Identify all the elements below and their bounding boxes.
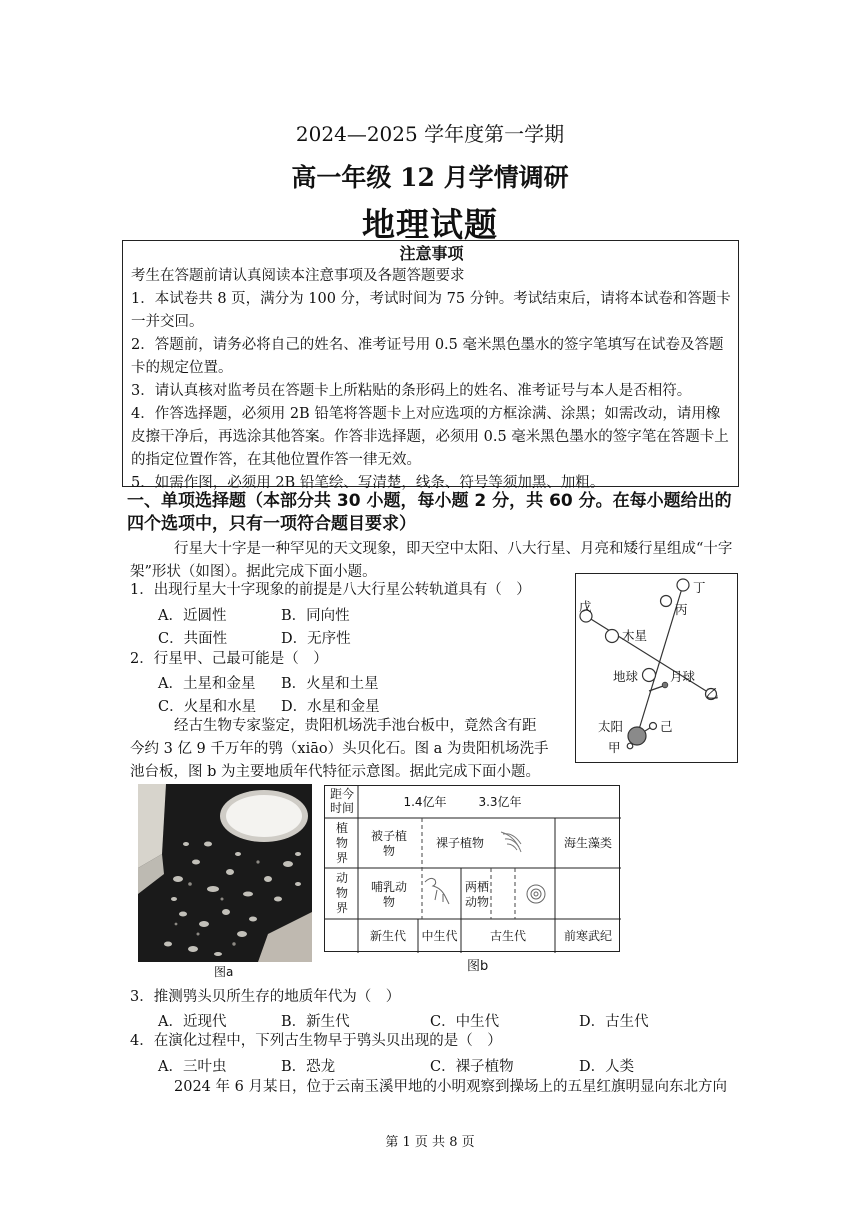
planetary-cross-svg: [576, 574, 739, 764]
subject-title: 地理试题: [362, 205, 498, 244]
q4-option-b[interactable]: B．恐龙: [281, 1059, 336, 1075]
fern-icon: [501, 832, 521, 852]
planetary-cross-diagram: [575, 573, 738, 763]
label-jupiter: 木星: [622, 628, 648, 643]
question-4: 4．在演化过程中，下列古生物早于鸮头贝出现的是（ ）: [130, 1033, 502, 1049]
figure-b-caption: 图b: [467, 959, 489, 974]
label-bing: 丙: [675, 602, 688, 617]
ammonite-shell-icon: [527, 885, 545, 903]
exam-name: 高一年级 12 月学情调研: [291, 163, 569, 192]
notice-line: 考生在答题前请认真阅读本注意事项及各题答题要求: [131, 268, 465, 284]
time-header-2: 时间: [329, 801, 354, 815]
planet-earth: [643, 669, 656, 682]
label-wu: 戊: [579, 599, 592, 614]
notice-line: 4．作答选择题，必须用 2B 铅笔将答题卡上对应选项的方框涂满、涂黑；如需改动，请用橡皮擦干净后，再选涂其他答案。作答非选择题，必须用 0.5 毫米黑色墨水的签字笔在答题卡上的指定位置作答，在其他位置作答一律无效。: [131, 406, 729, 468]
q2-option-b[interactable]: B．火星和土星: [281, 676, 379, 692]
question-1: 1．出现行星大十字现象的前提是八大行星公转轨道具有（ ）: [130, 582, 531, 598]
angiosperm-label: 被子植物: [371, 829, 408, 858]
notice-line: 1．本试卷共 8 页，满分为 100 分，考试时间为 75 分钟。考试结束后，请将本试卷和答题卡一并交回。: [131, 291, 731, 330]
planet-ding: [677, 579, 689, 591]
era-precambrian: 前寒武纪: [563, 929, 612, 943]
figure-a-caption: 图a: [214, 965, 234, 979]
label-earth: 地球: [613, 669, 639, 684]
gymnosperm-label: 裸子植物: [435, 836, 484, 850]
moon-dot: [662, 682, 668, 688]
sink-counter-photo: [138, 784, 312, 962]
animal-label-1: 动: [335, 871, 348, 885]
geologic-era-table: [324, 785, 620, 952]
q3-option-c[interactable]: C．中生代: [430, 1014, 500, 1030]
passage-2: 经古生物专家鉴定，贵阳机场洗手池台板中，竟然含有距今约 3 亿 9 千万年的鸮（xiāo）头贝化石。图 a 为贵阳机场洗手池台板，图 b 为主要地质年代特征示意图。据此完成下面小题。: [130, 718, 549, 780]
era-paleozoic: 古生代: [489, 929, 526, 943]
label-ding: 丁: [693, 580, 706, 595]
time-3-3: 3.3亿年: [478, 795, 522, 809]
question-3: 3．推测鸮头贝所生存的地质年代为（ ）: [130, 989, 401, 1005]
q1-option-b[interactable]: B．同向性: [281, 608, 350, 624]
plant-label-3: 界: [335, 851, 348, 865]
section-heading: 一、单项选择题（本部分共 30 小题，每小题 2 分，共 60 分。在每小题给出的四个选项中，只有一项符合题目要求）: [127, 491, 732, 534]
era-cenozoic: 新生代: [369, 929, 406, 943]
geologic-era-table-grid: [325, 786, 621, 953]
amphibian-label: 两栖动物: [464, 880, 489, 909]
label-jia: 甲: [608, 740, 621, 755]
q4-option-a[interactable]: A．三叶虫: [158, 1059, 227, 1075]
q1-option-c[interactable]: C．共面性: [158, 631, 228, 647]
plant-label-2: 物: [335, 836, 348, 850]
sun-dot: [628, 727, 646, 745]
q1-option-a[interactable]: A．近圆性: [158, 608, 227, 624]
q4-option-d[interactable]: D．人类: [579, 1059, 635, 1075]
exam-year: 2024—2025 学年度第一学期: [295, 122, 565, 146]
label-yi: 乙: [706, 686, 719, 701]
question-2: 2．行星甲、己最可能是（ ）: [130, 651, 328, 667]
notice-line: 3．请认真核对监考员在答题卡上所粘贴的条形码上的姓名、准考证号与本人是否相符。: [131, 383, 692, 399]
q2-option-a[interactable]: A．土星和金星: [158, 676, 256, 692]
q3-option-a[interactable]: A．近现代: [158, 1014, 227, 1030]
q2-option-c[interactable]: C．火星和水星: [158, 699, 257, 715]
planet-ji: [650, 723, 657, 730]
label-sun: 太阳: [598, 719, 624, 734]
notice-title: 注意事项: [399, 244, 464, 263]
plant-label-1: 植: [335, 821, 348, 835]
notice-line: 2．答题前，请务必将自己的姓名、准考证号用 0.5 毫米黑色墨水的签字笔填写在试卷及答题卡的规定位置。: [131, 337, 724, 376]
animal-label-2: 物: [335, 886, 348, 900]
passage-1: 行星大十字是一种罕见的天文现象，即天空中太阳、八大行星、月亮和矮行星组成“十字架”形状（如图）。据此完成下面小题。: [130, 541, 733, 580]
q3-option-b[interactable]: B．新生代: [281, 1014, 350, 1030]
planet-bing: [661, 596, 672, 607]
animal-label-3: 界: [335, 901, 348, 915]
time-header-1: 距今: [329, 787, 354, 801]
page-footer: 第 1 页 共 8 页: [385, 1135, 475, 1150]
era-mesozoic: 中生代: [421, 929, 458, 943]
mammal-label: 哺乳动物: [371, 880, 408, 909]
dinosaur-icon: [425, 878, 449, 904]
marine-algae-label: 海生藻类: [563, 836, 612, 850]
passage-3: 2024 年 6 月某日，位于云南玉溪甲地的小明观察到操场上的五星红旗明显向东北方向: [174, 1079, 727, 1095]
q2-option-d[interactable]: D．水星和金星: [281, 699, 380, 715]
notice-line: 5．如需作图，必须用 2B 铅笔绘、写清楚，线条、符号等须加黑、加粗。: [131, 475, 605, 491]
label-ji: 己: [660, 719, 673, 734]
label-moon: 月球: [670, 669, 696, 684]
q3-option-d[interactable]: D．古生代: [579, 1014, 649, 1030]
sink-counter-photo-svg: [138, 784, 312, 962]
notice-box: [122, 240, 739, 491]
time-1-4: 1.4亿年: [403, 795, 447, 809]
q1-option-d[interactable]: D．无序性: [281, 631, 351, 647]
planet-jupiter: [606, 630, 619, 643]
q4-option-c[interactable]: C．裸子植物: [430, 1059, 514, 1075]
